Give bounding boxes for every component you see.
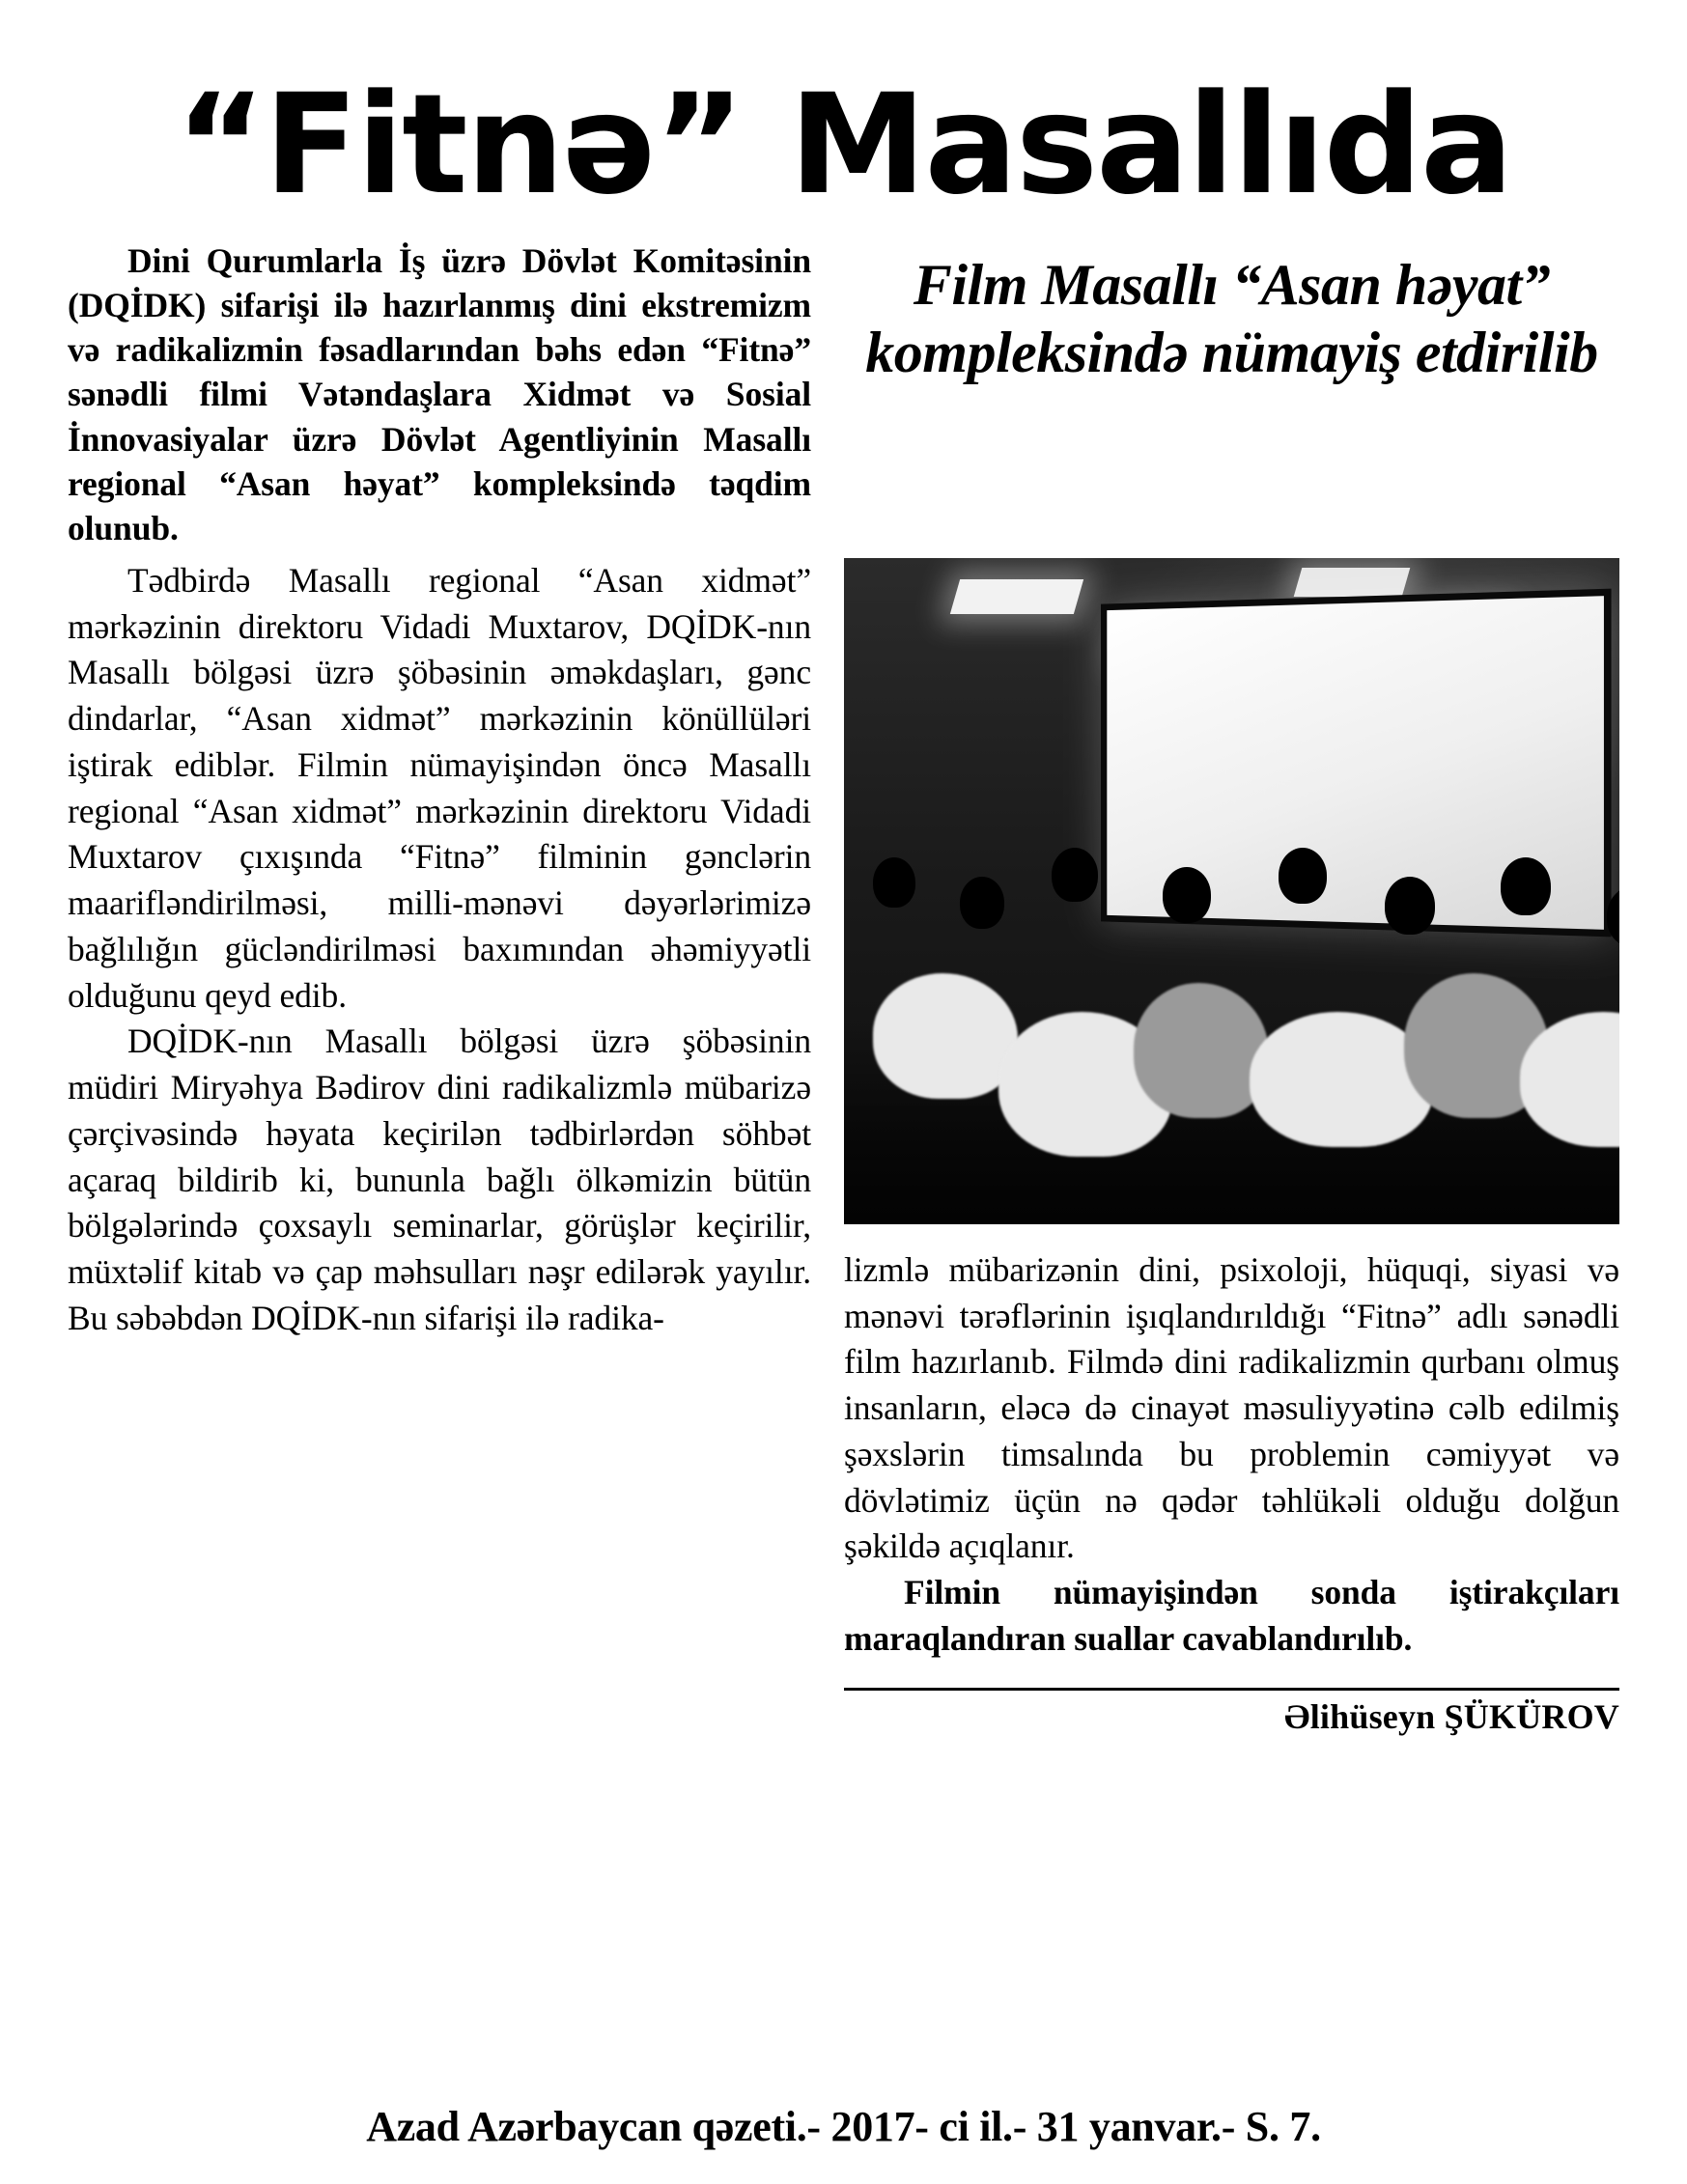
audience-silhouette [873,973,1018,1099]
article-body [68,558,1619,1737]
audience-head [1501,857,1551,915]
audience-head [1163,867,1211,923]
subheadline: Film Masallı “Asan həyat” kompleksində nümayiş etdirilib [865,253,1598,384]
article-photo [844,558,1619,1224]
lead-column [68,238,811,550]
ceiling-light-icon [950,579,1083,614]
body-paragraph-closing: Filmin nümayişindən sonda iştirakçıları maraqlandıran suallar cavablandırılıb. [844,1573,1619,1658]
audience-head [873,857,915,908]
lead-and-deck-area [68,238,1619,550]
body-column-left [68,558,811,1737]
ceiling-light-icon [1294,568,1411,597]
audience-head [1052,848,1098,902]
body-paragraph: DQİDK-nın Masallı bölgəsi üzrə şöbəsinin müdiri Miryəhya Bədirov dini radikalizmlə mübarizə çərçivəsində həyata keçirilən tədbirlərdən söhbət açaraq bildirib ki, bununla bağlı ölkəmizin bütün bölgələrində çoxsaylı seminarlar, görüşlər keçirilir, müxtəlif kitab və çap məhsulları nəşr edilərək yayılır. Bu səbəbdən DQİDK-nın sifarişi ilə radika- [68,1022,811,1337]
audience-head [1385,877,1435,935]
body-column-right [844,558,1619,1737]
deck-column [844,238,1619,386]
audience-head [1279,848,1327,904]
byline: Əlihüseyn ŞÜKÜROV [1283,1696,1619,1736]
audience-silhouette [1134,983,1269,1118]
page-title: “Fitnə” Masallıda [175,64,1512,225]
audience-head [960,877,1004,929]
source-citation: Azad Azərbaycan qəzeti.- 2017- ci il.- 31 yanvar.- S. 7. [366,2103,1321,2150]
body-paragraph: Tədbirdə Masallı regional “Asan xidmət” mərkəzinin direktoru Vidadi Muxtarov, DQİDK-nın Masallı bölgəsi üzrə şöbəsinin əməkdaşları, gənc dindarlar, “Asan xidmət” mərkəzinin könüllüləri iştirak ediblər. Filmin nümayişindən öncə Masallı regional “Asan xidmət” mərkəzinin direktoru Vidadi Muxtarov çıxışında “Fitnə” filminin gənclərin maarifləndirilməsi, milli-mənəvi dəyərlərimizə bağlılığın gücləndirilməsi baxımından əhəmiyyətli olduğunu qeyd edib. [68,560,811,1015]
body-paragraph: lizmlə mübarizənin dini, psixoloji, hüquqi, siyasi və mənəvi tərəflərinin işıqlandırıldığı “Fitnə” adlı sənədli film hazırlanıb. Filmdə dini radikalizmin qurbanı olmuş insanların, eləcə də cinayət məsuliyyətinə cəlb edilmiş şəxslərin timsalında bu problemin cəmiyyət və dövlətimiz üçün nə qədər təhlükəli olduğu dolğun şəkildə açıqlanır. [844,1249,1619,1566]
byline-divider [844,1688,1619,1691]
cinema-hall-image [844,558,1619,1224]
lead-paragraph: Dini Qurumlarla İş üzrə Dövlət Komitəsinin (DQİDK) sifarişi ilə hazırlanmış dini ekstremizm və radikalizmin fəsadlarından bəhs edən “Fitnə” sənədli filmi Vətəndaşlara Xidmət və Sosial İnnovasiyalar üzrə Dövlət Agentliyinin Masallı regional “Asan həyat” kompleksində təqdim olunub. [68,241,811,547]
